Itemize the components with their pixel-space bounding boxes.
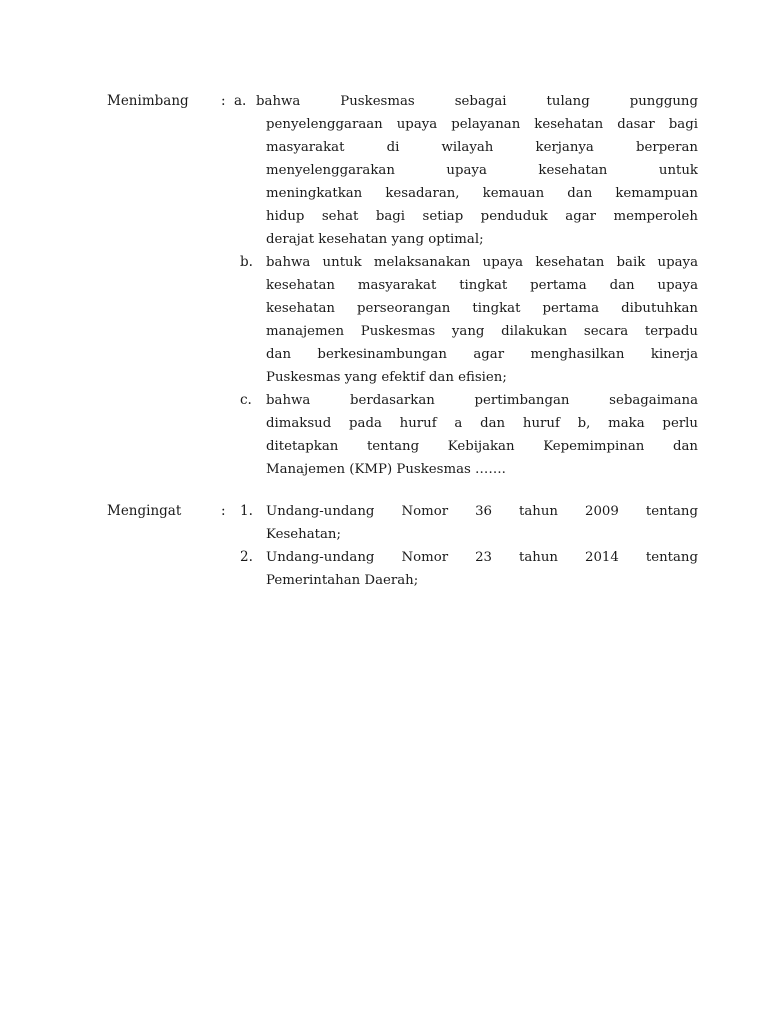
text-line: dan berkesinambungan agar menghasilkan kinerja <box>266 347 698 362</box>
item-text <box>266 389 698 481</box>
item-text <box>266 500 698 546</box>
text-line: bahwa untuk melaksanakan upaya kesehatan baik upaya <box>266 255 698 270</box>
text-line: Undang-undang Nomor 36 tahun 2009 tentang <box>266 504 698 519</box>
item-marker: 2. <box>240 549 253 565</box>
text-line: Puskesmas yang efektif dan efisien; <box>266 370 507 385</box>
item-marker: c. <box>240 392 252 408</box>
item-text <box>266 251 698 389</box>
text-line: derajat kesehatan yang optimal; <box>266 232 484 247</box>
text-line: Kesehatan; <box>266 527 341 542</box>
text-line: penyelenggaraan upaya pelayanan kesehatan dasar bagi <box>266 117 698 132</box>
text-line: Undang-undang Nomor 23 tahun 2014 tentang <box>266 550 698 565</box>
text-line: dimaksud pada huruf a dan huruf b, maka perlu <box>266 416 698 431</box>
mengingat-colon: : <box>221 503 226 519</box>
item-text <box>266 113 698 251</box>
text-line: masyarakat di wilayah kerjanya berperan <box>266 140 698 155</box>
text-line: bahwa berdasarkan pertimbangan sebagaimana <box>266 393 698 408</box>
text-line: Pemerintahan Daerah; <box>266 573 419 588</box>
item-text <box>256 90 698 113</box>
item-marker: a. <box>234 93 247 109</box>
text-line: meningkatkan kesadaran, kemauan dan kemampuan <box>266 186 698 201</box>
text-line: kesehatan masyarakat tingkat pertama dan upaya <box>266 278 698 293</box>
text-line: bahwa Puskesmas sebagai tulang punggung <box>256 94 698 109</box>
mengingat-label: Mengingat <box>107 503 182 519</box>
text-line: ditetapkan tentang Kebijakan Kepemimpinan dan <box>266 439 698 454</box>
text-line: menyelenggarakan upaya kesehatan untuk <box>266 163 698 178</box>
menimbang-label: Menimbang <box>107 93 189 109</box>
item-marker: 1. <box>240 503 253 519</box>
text-line: kesehatan perseorangan tingkat pertama dibutuhkan <box>266 301 698 316</box>
item-marker: b. <box>240 254 253 270</box>
menimbang-colon: : <box>221 93 226 109</box>
text-line: hidup sehat bagi setiap penduduk agar memperoleh <box>266 209 698 224</box>
text-line: manajemen Puskesmas yang dilakukan secara terpadu <box>266 324 698 339</box>
text-line: Manajemen (KMP) Puskesmas ……. <box>266 462 506 477</box>
item-text <box>266 546 698 592</box>
